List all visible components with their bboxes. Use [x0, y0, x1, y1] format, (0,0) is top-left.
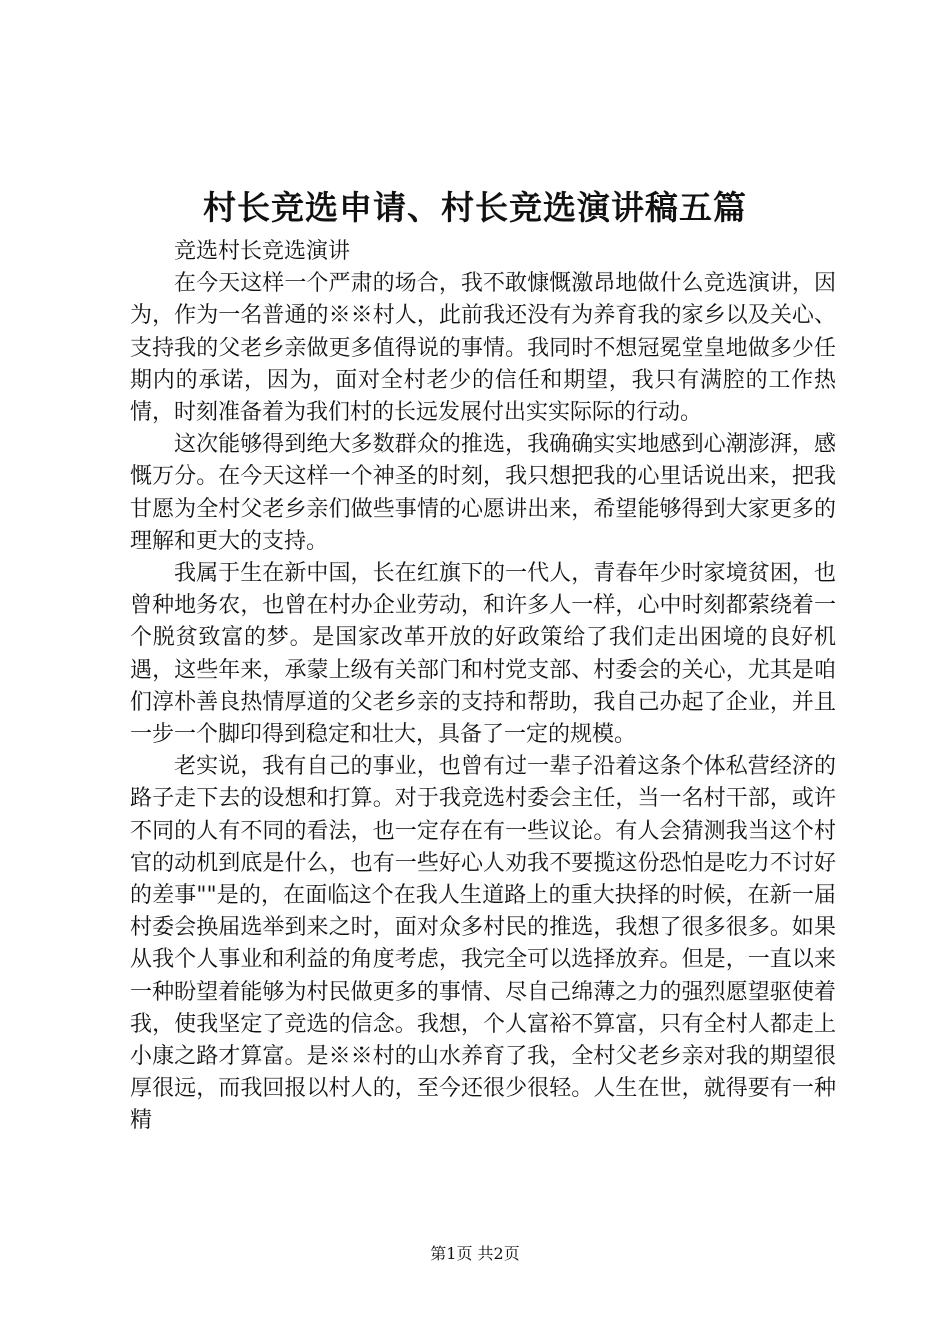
paragraph: 我属于生在新中国，长在红旗下的一代人，青春年少时家境贫困，也曾种地务农，也曾在村办企业劳动，和许多人一样，心中时刻都萦绕着一个脱贫致富的梦。是国家改革开放的好政策给了我们走出困境的良好机遇，这些年来，承蒙上级有关部门和村党支部、村委会的关心，尤其是咱们淳朴善良热情厚道的父老乡亲的支持和帮助，我自己办起了企业，并且一步一个脚印得到稳定和壮大，具备了一定的规模。: [130, 561, 836, 748]
paragraph: 竞选村长竞选演讲: [174, 239, 351, 264]
paragraph: 在今天这样一个严肃的场合，我不敢慷慨激昂地做什么竞选演讲，因为，作为一名普通的※※村人，此前我还没有为养育我的家乡以及关心、支持我的父老乡亲做更多值得说的事情。我同时不想冠冕堂皇地做多少任期内的承诺，因为，面对全村老少的信任和期望，我只有满腔的工作热情，时刻准备着为我们村的长远发展付出实实际际的行动。: [130, 271, 836, 426]
document-title: 村长竞选申请、村长竞选演讲稿五篇: [203, 188, 747, 227]
document-body: [130, 236, 836, 1138]
page-footer: 第1页 共2页: [430, 1244, 520, 1263]
paragraph: 老实说，我有自己的事业，也曾有过一辈子沿着这条个体私营经济的路子走下去的设想和打算。对于我竞选村委会主任，当一名村干部，或许不同的人有不同的看法，也一定存在有一些议论。有人会猜测我当这个村官的动机到底是什么，也有一些好心人劝我不要揽这份恐怕是吃力不讨好的差事""是的，在面临这个在我人生道路上的重大抉择的时候，在新一届村委会换届选举到来之时，面对众多村民的推选，我想了很多很多。如果从我个人事业和利益的角度考虑，我完全可以选择放弃。但是，一直以来一种盼望着能够为村民做更多的事情、尽自己绵薄之力的强烈愿望驱使着我，使我坚定了竞选的信念。我想，个人富裕不算富，只有全村人都走上小康之路才算富。是※※村的山水养育了我，全村父老乡亲对我的期望很厚很远，而我回报以村人的，至今还很少很轻。人生在世，就得要有一种精: [130, 754, 836, 1134]
paragraph: 这次能够得到绝大多数群众的推选，我确确实实地感到心潮澎湃，感慨万分。在今天这样一个神圣的时刻，我只想把我的心里话说出来，把我甘愿为全村父老乡亲们做些事情的心愿讲出来，希望能够得到大家更多的理解和更大的支持。: [130, 432, 836, 554]
